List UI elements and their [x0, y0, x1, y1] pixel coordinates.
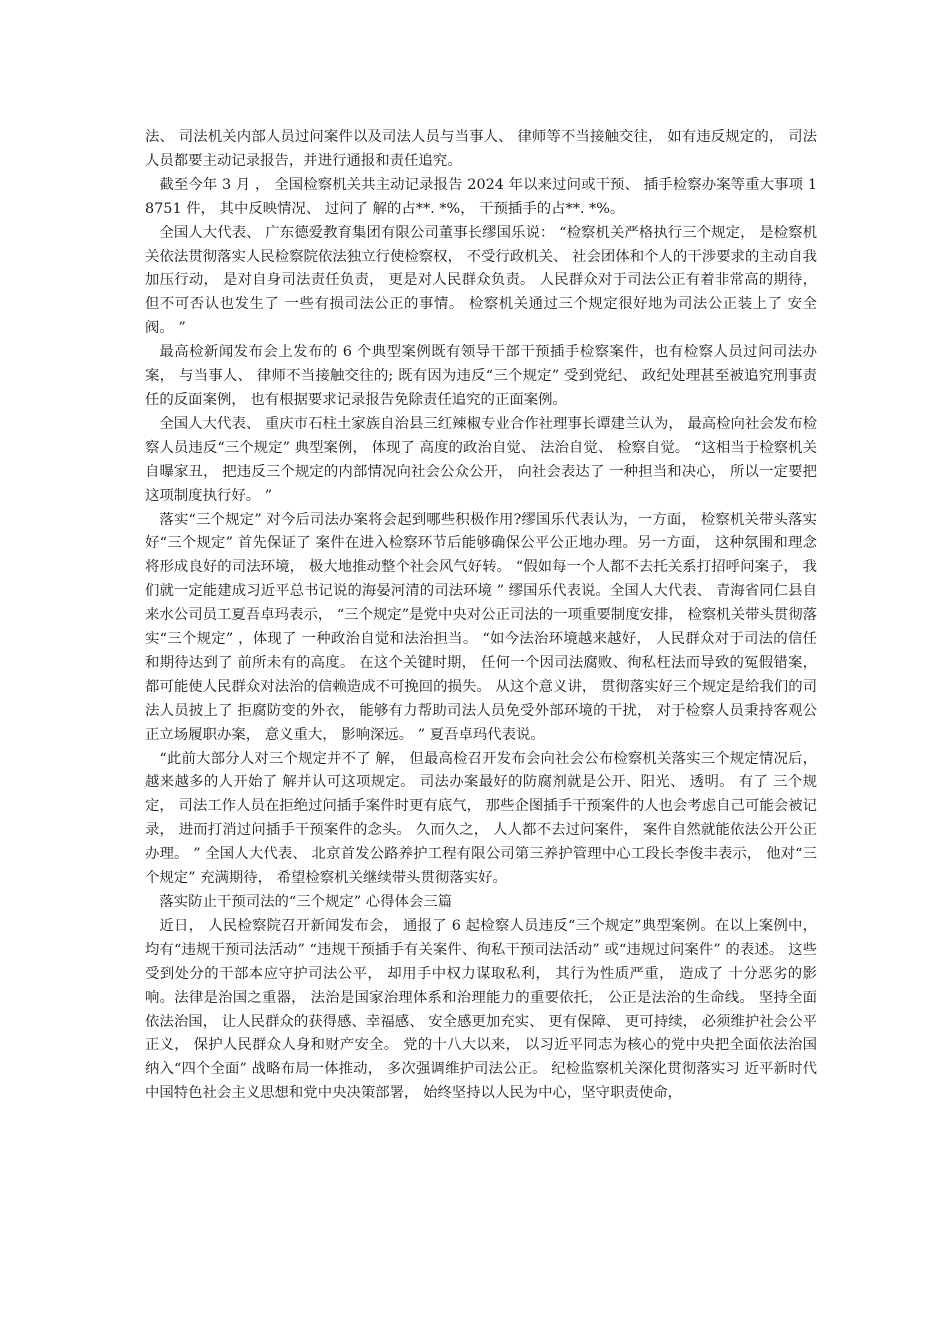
paragraph-1: 法、 司法机关内部人员过问案件以及司法人员与当事人、 律师等不当接触交往， 如有违反规定的， 司法人员都要主动记录报告，并进行通报和责任追究。 [145, 129, 817, 169]
paragraph-5: 全国人大代表、 重庆市石柱土家族自治县三红辣椒专业合作社理事长谭建兰认为， 最高检向社会发布检察人员违反“三个规定” 典型案例， 体现了 高度的政治自觉、 法治自觉、 检察自觉。 “这相当于检察机关自曝家丑， 把违反三个规定的内部情况向社会公众公开， 向社会表达了 一种担当和决心， 所以一定要把这项制度执行好。 ” [145, 415, 817, 504]
section-heading: 落实防止干预司法的“三个规定” 心得体会三篇 [159, 894, 453, 910]
document-page [145, 126, 822, 1106]
paragraph-9: 近日， 人民检察院召开新闻发布会， 通报了 6 起检察人员违反“三个规定”典型案例。在以上案例中， 均有“违规干预司法活动” “违规干预插手有关案件、徇私干预司法活动” 或“违规过问案件” 的表述。 这些受到处分的干部本应守护司法公平， 却用手中权力谋取私利， 其行为性质严重， 造成了 十分恶劣的影响。法律是治国之重器， 法治是国家治理体系和治理能力的重要依托， 公正是法治的生命线。 坚持全面依法治国， 让人民群众的获得感、幸福感、 安全感更加充实、 更有保障、 更可持续， 必须维护社会公平正义， 保护人民群众人身和财产安全。 党的十八大以来， 以习近平同志为核心的党中央把全面依法治国纳入“四个全面” 战略布局一体推动， 多次强调维护司法公正。 纪检监察机关深化贯彻落实习 近平新时代中国特色社会主义思想和党中央决策部署， 始终坚持以人民为中心，坚守职责使命， [145, 917, 822, 1102]
paragraph-4: 最高检新闻发布会上发布的 6 个典型案例既有领导干部干预插手检察案件，也有检察人员过问司法办案， 与当事人、 律师不当接触交往的; 既有因为违反“三个规定” 受到党纪、 政纪处理甚至被追究刑事责任的反面案例， 也有根据要求记录报告免除责任追究的正面案例。 [145, 344, 817, 408]
paragraph-6: 落实“三个规定” 对今后司法办案将会起到哪些积极作用?缪国乐代表认为，一方面， 检察机关带头落实好“三个规定” 首先保证了 案件在进入检察环节后能够确保公平公正地办理。另一方面， 这种氛围和理念将形成良好的司法环境， 极大地推动整个社会风气好转。 “假如每一个人都不去托关系打招呼问案子， 我们就一定能建成习近平总书记说的海晏河清的司法环境 ” 缪国乐代表说。全国人大代表、 青海省同仁县自来水公司员工夏吾卓玛表示， “三个规定”是党中央对公正司法的一项重要制度安排， 检察机关带头贯彻落实“三个规定” ，体现了 一种政治自觉和法治担当。 “如今法治环境越来越好， 人民群众对于司法的信任和期待达到了 前所未有的高度。 在这个关键时期， 任何一个因司法腐败、徇私枉法而导致的冤假错案， 都可能使人民群众对法治的信赖造成不可挽回的损失。 从这个意义讲， 贯彻落实好三个规定是给我们的司法人员披上了 拒腐防变的外衣， 能够有力帮助司法人员免受外部环境的干扰， 对于检察人员秉持客观公正立场履职办案， 意义重大， 影响深远。 ” 夏吾卓玛代表说。 [145, 511, 822, 743]
paragraph-3: 全国人大代表、 广东德爱教育集团有限公司董事长缪国乐说： “检察机关严格执行三个规定， 是检察机关依法贯彻落实人民检察院依法独立行使检察权， 不受行政机关、 社会团体和个人的干涉要求的主动自我加压行动， 是对自身司法责任负责， 更是对人民群众负责。 人民群众对于司法公正有着非常高的期待， 但不可否认也发生了 一些有损司法公正的事情。 检察机关通过三个规定很好地为司法公正装上了 安全阀。 ” [145, 224, 822, 337]
paragraph-7: “此前大部分人对三个规定并不了 解， 但最高检召开发布会向社会公布检察机关落实三个规定情况后， 越来越多的人开始了 解并认可这项规定。 司法办案最好的防腐剂就是公开、阳光、 透明。 有了 三个规定， 司法工作人员在拒绝过问插手案件时更有底气， 那些企图插手干预案件的人也会考虑自己可能会被记录， 进而打消过问插手干预案件的念头。 久而久之， 人人都不去过问案件， 案件自然就能依法公开公正办理。 ” 全国人大代表、 北京首发公路养护工程有限公司第三养护管理中心工段长李俊丰表示， 他对“三个规定” 充满期待， 希望检察机关继续带头贯彻落实好。 [145, 750, 822, 887]
paragraph-2: 截至今年 3 月 ， 全国检察机关共主动记录报告 2024 年以来过问或干预、 插手检察办案等重大事项 18751 件， 其中反映情况、 过问了 解的占**. *%， 干预插手的占**. *%。 [145, 176, 817, 217]
